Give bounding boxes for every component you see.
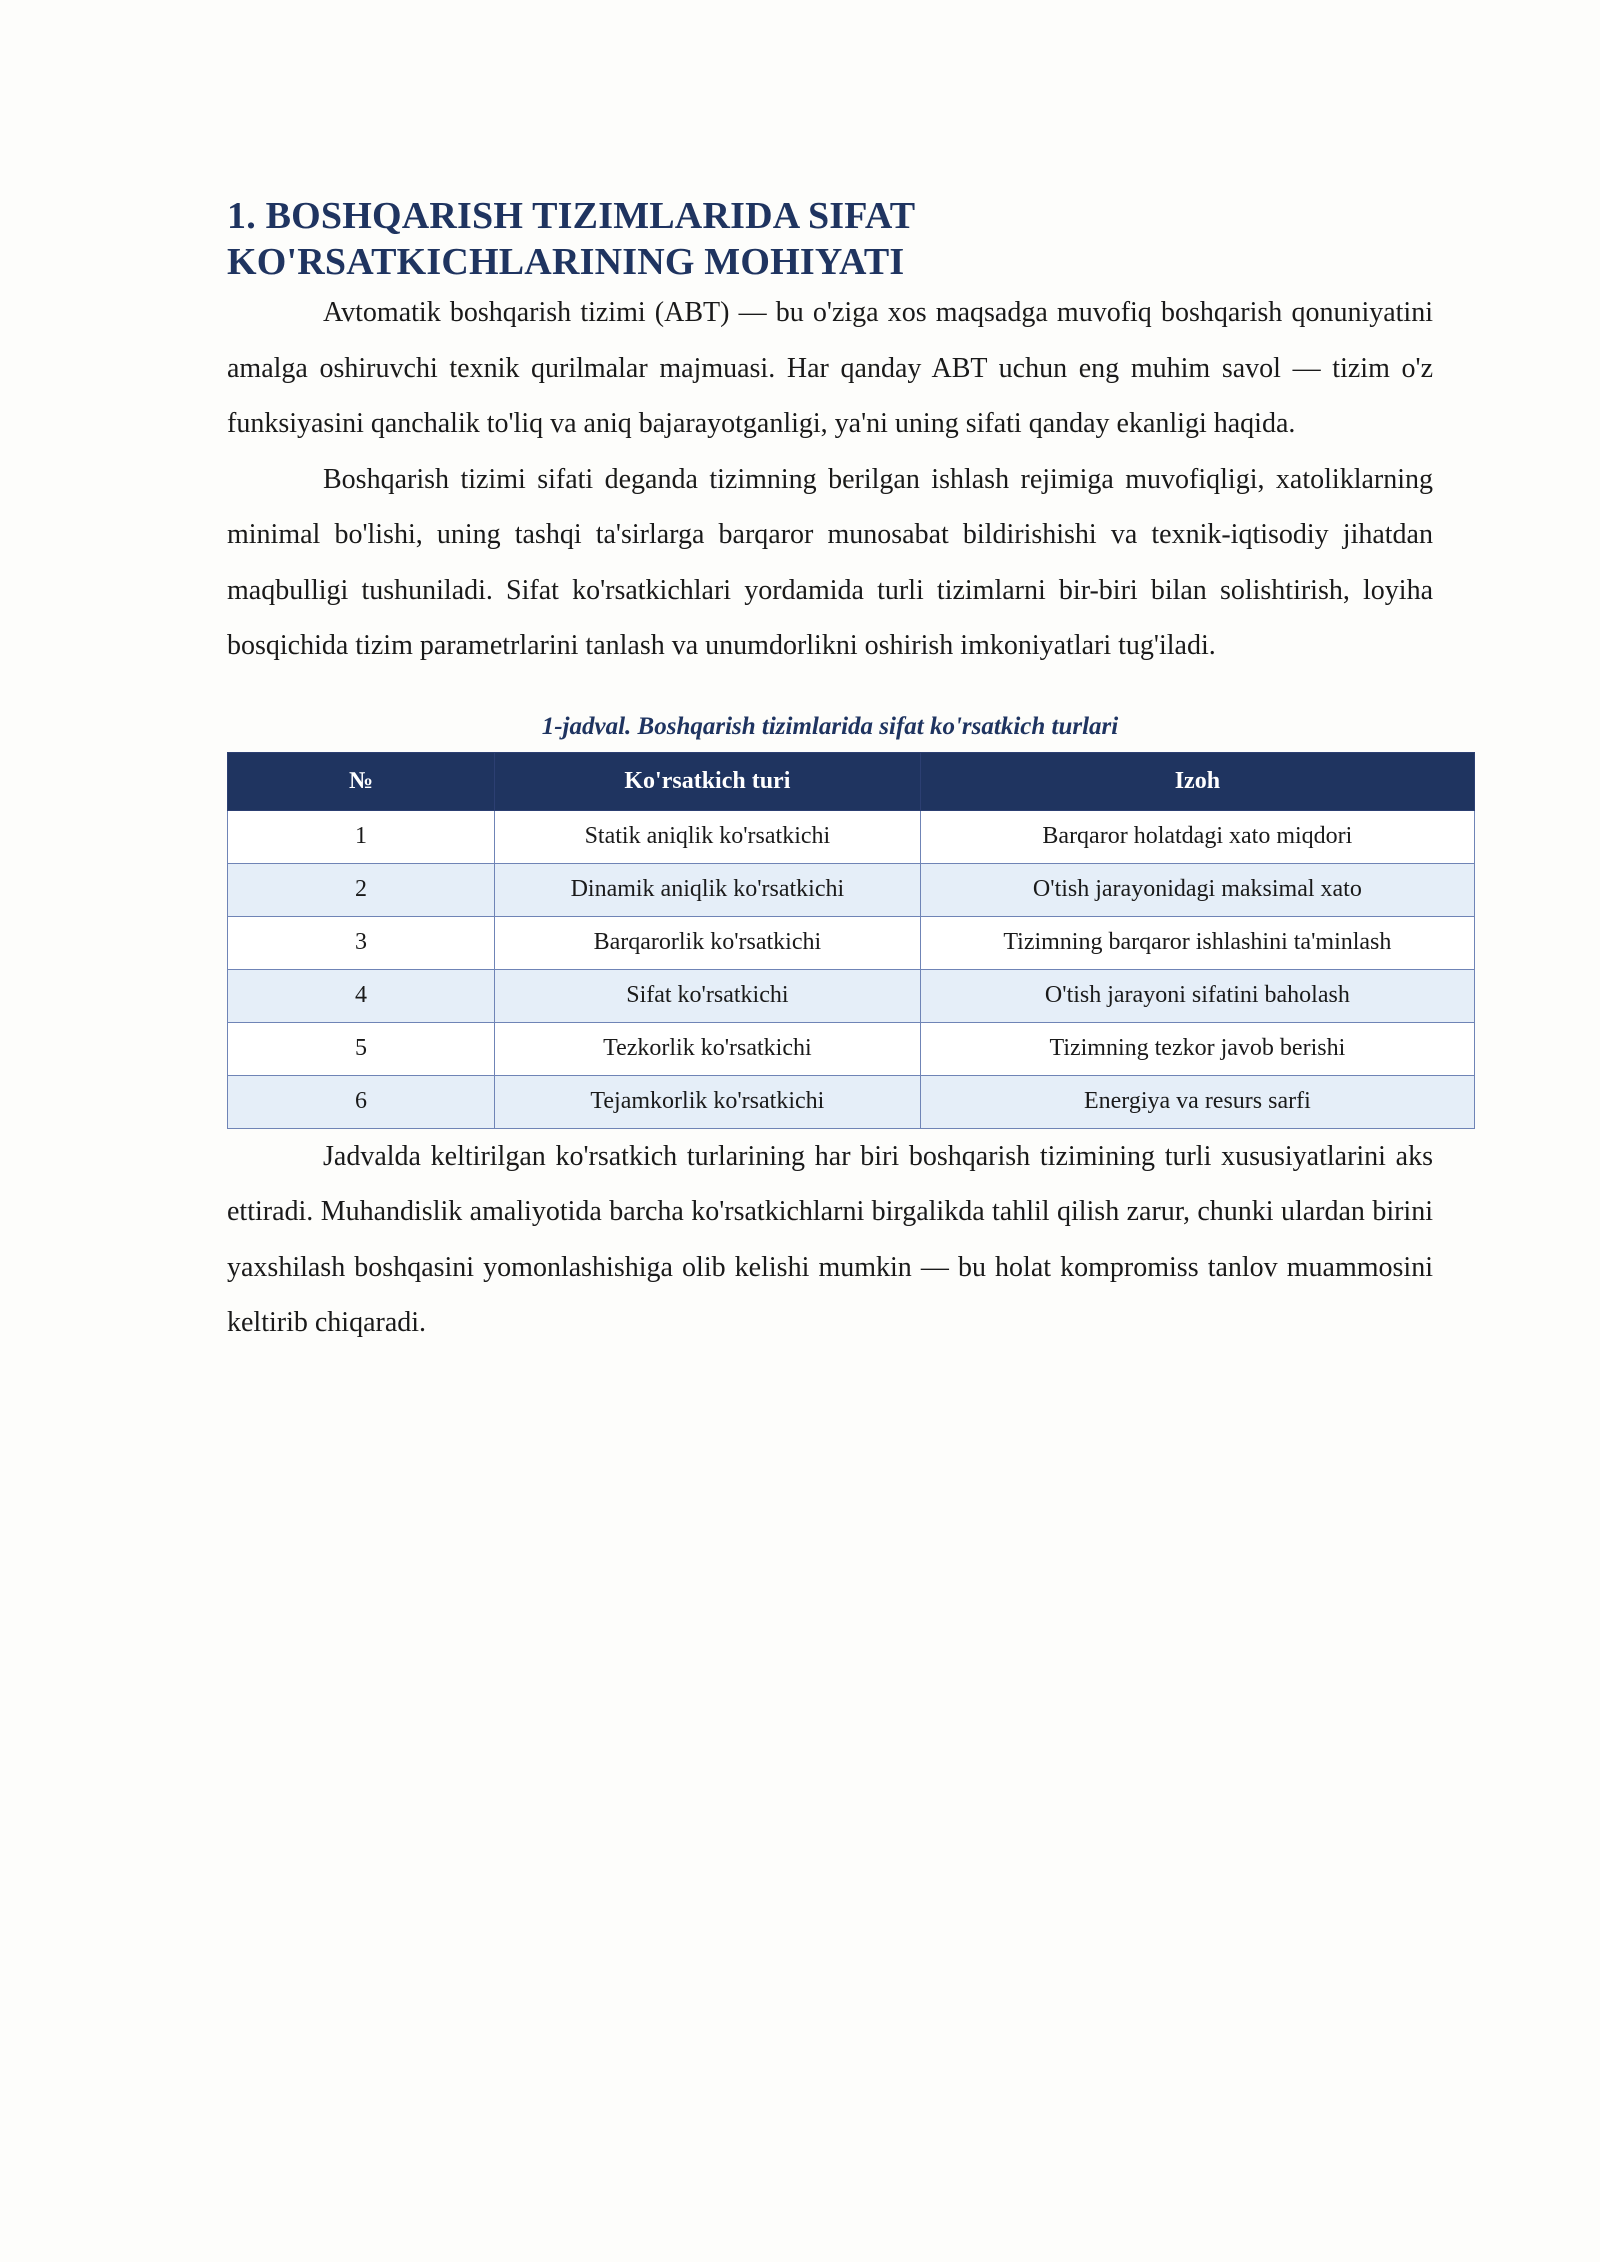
header-note: Izoh xyxy=(920,752,1474,810)
cell-indicator-type: Statik aniqlik ko'rsatkichi xyxy=(495,810,921,863)
cell-indicator-type: Barqarorlik ko'rsatkichi xyxy=(495,916,921,969)
cell-note: O'tish jarayoni sifatini baholash xyxy=(920,969,1474,1022)
cell-note: Barqaror holatdagi xato miqdori xyxy=(920,810,1474,863)
cell-note: O'tish jarayonidagi maksimal xato xyxy=(920,863,1474,916)
cell-note: Tizimning barqaror ishlashini ta'minlash xyxy=(920,916,1474,969)
table-header-row xyxy=(228,752,1475,810)
header-number: № xyxy=(228,752,495,810)
cell-number: 4 xyxy=(228,969,495,1022)
paragraph-quality-definition: Boshqarish tizimi sifati deganda tizimning berilgan ishlash rejimiga muvofiqligi, xatoliklarning minimal bo'lishi, uning tashqi ta'sirlarga barqaror munosabat bildirishishi va texnik-iqtisodiy jihatdan maqbulligi tushuniladi. Sifat ko'rsatkichlari yordamida turli tizimlarni bir-biri bilan solishtirish, loyiha bosqichida tizim parametrlarini tanlash va unumdorlikni oshirish imkoniyatlari tug'iladi. xyxy=(227,463,1433,661)
cell-indicator-type: Sifat ko'rsatkichi xyxy=(495,969,921,1022)
table-row xyxy=(228,1022,1475,1075)
table-row xyxy=(228,1075,1475,1128)
table-row xyxy=(228,863,1475,916)
paragraph-conclusion: Jadvalda keltirilgan ko'rsatkich turlarining har biri boshqarish tizimining turli xususiyatlarini aks ettiradi. Muhandislik amaliyotida barcha ko'rsatkichlarni birgalikda tahlil qilish zarur, chunki ulardan birini yaxshilash boshqasini yomonlashishiga olib kelishi mumkin — bu holat kompromiss tanlov muammosini keltirib chiqaradi. xyxy=(227,1140,1433,1338)
header-indicator-type: Ko'rsatkich turi xyxy=(495,752,921,810)
heading-line-1: 1. BOSHQARISH TIZIMLARIDA SIFAT xyxy=(227,195,916,237)
cell-number: 2 xyxy=(228,863,495,916)
table-row xyxy=(228,969,1475,1022)
table-row xyxy=(228,810,1475,863)
document-page xyxy=(227,193,1433,1351)
heading-line-2: KO'RSATKICHLARINING MOHIYATI xyxy=(227,241,905,283)
cell-indicator-type: Dinamik aniqlik ko'rsatkichi xyxy=(495,863,921,916)
cell-number: 5 xyxy=(228,1022,495,1075)
quality-indicators-table xyxy=(227,752,1475,1129)
cell-number: 6 xyxy=(228,1075,495,1128)
table-caption: 1-jadval. Boshqarish tizimlarida sifat ko'rsatkich turlari xyxy=(541,712,1119,740)
cell-indicator-type: Tejamkorlik ko'rsatkichi xyxy=(495,1075,921,1128)
paragraph-intro: Avtomatik boshqarish tizimi (ABT) — bu o'ziga xos maqsadga muvofiq boshqarish qonuniyatini amalga oshiruvchi texnik qurilmalar majmuasi. Har qanday ABT uchun eng muhim savol — tizim o'z funksiyasini qanchalik to'liq va aniq bajarayotganligi, ya'ni uning sifati qanday ekanligi haqida. xyxy=(227,297,1433,439)
cell-number: 1 xyxy=(228,810,495,863)
table-row xyxy=(228,916,1475,969)
cell-note: Tizimning tezkor javob berishi xyxy=(920,1022,1474,1075)
section-heading xyxy=(227,193,1433,285)
cell-number: 3 xyxy=(228,916,495,969)
cell-indicator-type: Tezkorlik ko'rsatkichi xyxy=(495,1022,921,1075)
cell-note: Energiya va resurs sarfi xyxy=(920,1075,1474,1128)
